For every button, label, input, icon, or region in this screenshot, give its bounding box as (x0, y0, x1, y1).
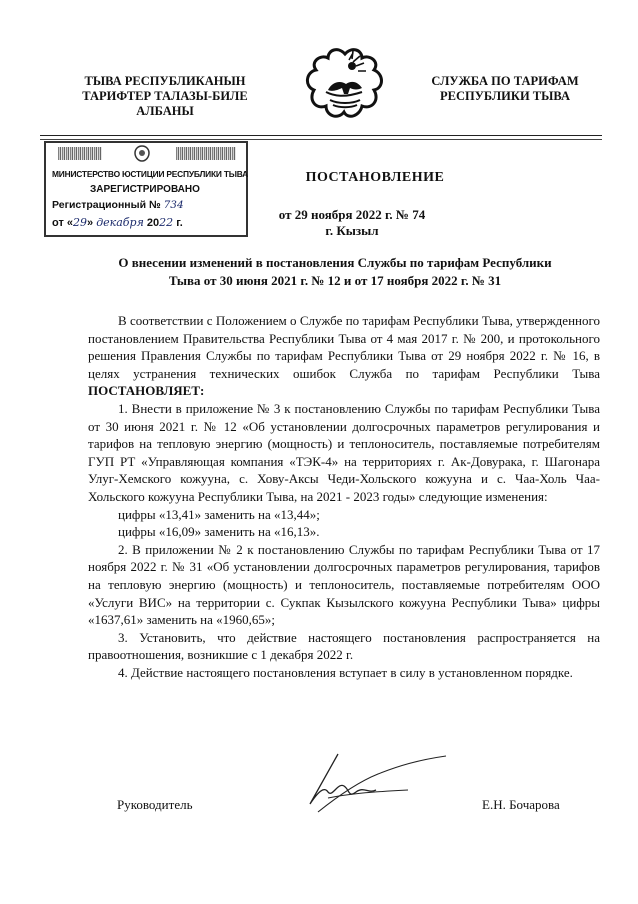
stamp-date-day: 29 (73, 216, 88, 229)
subject-line-1: О внесении изменений в постановления Службы по тарифам Республики (118, 255, 552, 270)
header-left (80, 74, 250, 119)
header-left-line-2: ТАРИФТЕР ТАЛАЗЫ-БИЛЕ (82, 89, 248, 103)
stamp-date-year-suffix: 22 (159, 216, 174, 229)
subject-line-2: Тыва от 30 июня 2021 г. № 12 и от 17 ноября 2022 г. № 31 (168, 273, 502, 288)
stamp-smudge (58, 147, 102, 160)
header-right-line-2: РЕСПУБЛИКИ ТЫВА (440, 89, 570, 103)
signature-role: Руководитель (117, 797, 193, 812)
document-body (88, 312, 600, 681)
stamp-reg-value: 734 (163, 199, 184, 211)
stamp-ministry: МИНИСТЕРСТВО ЮСТИЦИИ РЕСПУБЛИКИ ТЫВА (52, 169, 249, 179)
stamp-emblem-icon (134, 145, 150, 167)
stamp-reg-label: Регистрационный № (52, 199, 161, 211)
item-2: 2. В приложении № 2 к постановлению Службы по тарифам Республики Тыва от 17 ноября 2022 г. № 31 «Об установлении долгосрочных параметров регулирования, тарифов на тепловую энергию (мощность) и теплоноситель, поставляемые потребителям ООО «Услуги ВИС» на территории с. Сукпак Кызылского кожууна Республики Тыва» цифры «1637,61» заменить на «1960,65»; (88, 541, 600, 628)
stamp-smudge (176, 147, 236, 160)
signature-name: Е.Н. Бочарова (482, 797, 560, 812)
document-subject (70, 254, 600, 290)
stamp-date-month: декабря (96, 216, 144, 229)
emblem-icon (300, 44, 390, 132)
stamp-date-year-prefix: 20 (146, 217, 160, 229)
item-3: 3. Установить, что действие настоящего постановления распространяется на правоотношения, возникшие с 1 декабря 2022 г. (88, 629, 600, 663)
header-rule (40, 135, 602, 136)
intro-text: В соответствии с Положением о Службе по тарифам Республики Тыва, утвержденного постановлением Правительства Республики Тыва от 4 мая 2017 г. № 200, и протокольного решения Правления Службы по тарифам Республики Тыва от 29 ноября 2022 г. № 16, в целях устранения технических ошибок Служба по тарифам Республики Тыва (88, 313, 600, 381)
intro-paragraph (88, 312, 600, 400)
header-rule-thin (40, 139, 602, 140)
stamp-date-prefix: от « (52, 217, 74, 229)
registration-stamp (44, 141, 248, 237)
header-left-line-3: АЛБАНЫ (136, 104, 194, 118)
stamp-date-end: г. (176, 217, 183, 229)
stamp-date-mid: » (87, 217, 94, 229)
handwritten-signature (298, 752, 448, 814)
resolves-text: ПОСТАНОВЛЯЕТ: (88, 383, 205, 399)
document-date-number (252, 207, 452, 239)
header-right-line-1: СЛУЖБА ПО ТАРИФАМ (431, 74, 579, 88)
document-date: от 29 ноября 2022 г. № 74 (278, 207, 426, 222)
stamp-date (52, 216, 183, 229)
header-left-line-1: ТЫВА РЕСПУБЛИКАНЫН (84, 74, 246, 88)
stamp-registered: ЗАРЕГИСТРИРОВАНО (90, 184, 200, 195)
item-1: 1. Внести в приложение № 3 к постановлению Службы по тарифам Республики Тыва от 30 июня 2021 г. № 12 «Об установлении долгосрочных параметров регулирования и тарифов на тепловую энергию (мощность) и теплоноситель, поставляемые потребителям ГУП РТ «Управляющая компания «ТЭК-4» на территориях г. Ак-Довурака, г. Шагонара Улуг-Хемского кожууна, с. Хову-Аксы Чеди-Хольского кожууна и с. Чаа-Холь Чаа-Хольского кожууна Республики Тыва, на 2021 - 2023 годы» следующие изменения: (88, 400, 600, 504)
document-title: ПОСТАНОВЛЕНИЕ (305, 170, 445, 185)
item-4: 4. Действие настоящего постановления вступает в силу в установленном порядке. (118, 664, 573, 680)
stamp-reg-number (52, 199, 184, 211)
document-city: г. Кызыл (325, 223, 379, 238)
header-right (420, 74, 590, 104)
tuva-emblem (300, 44, 390, 132)
change-2: цифры «16,09» заменить на «16,13». (118, 524, 320, 540)
change-1: цифры «13,41» заменить на «13,44»; (118, 506, 320, 522)
